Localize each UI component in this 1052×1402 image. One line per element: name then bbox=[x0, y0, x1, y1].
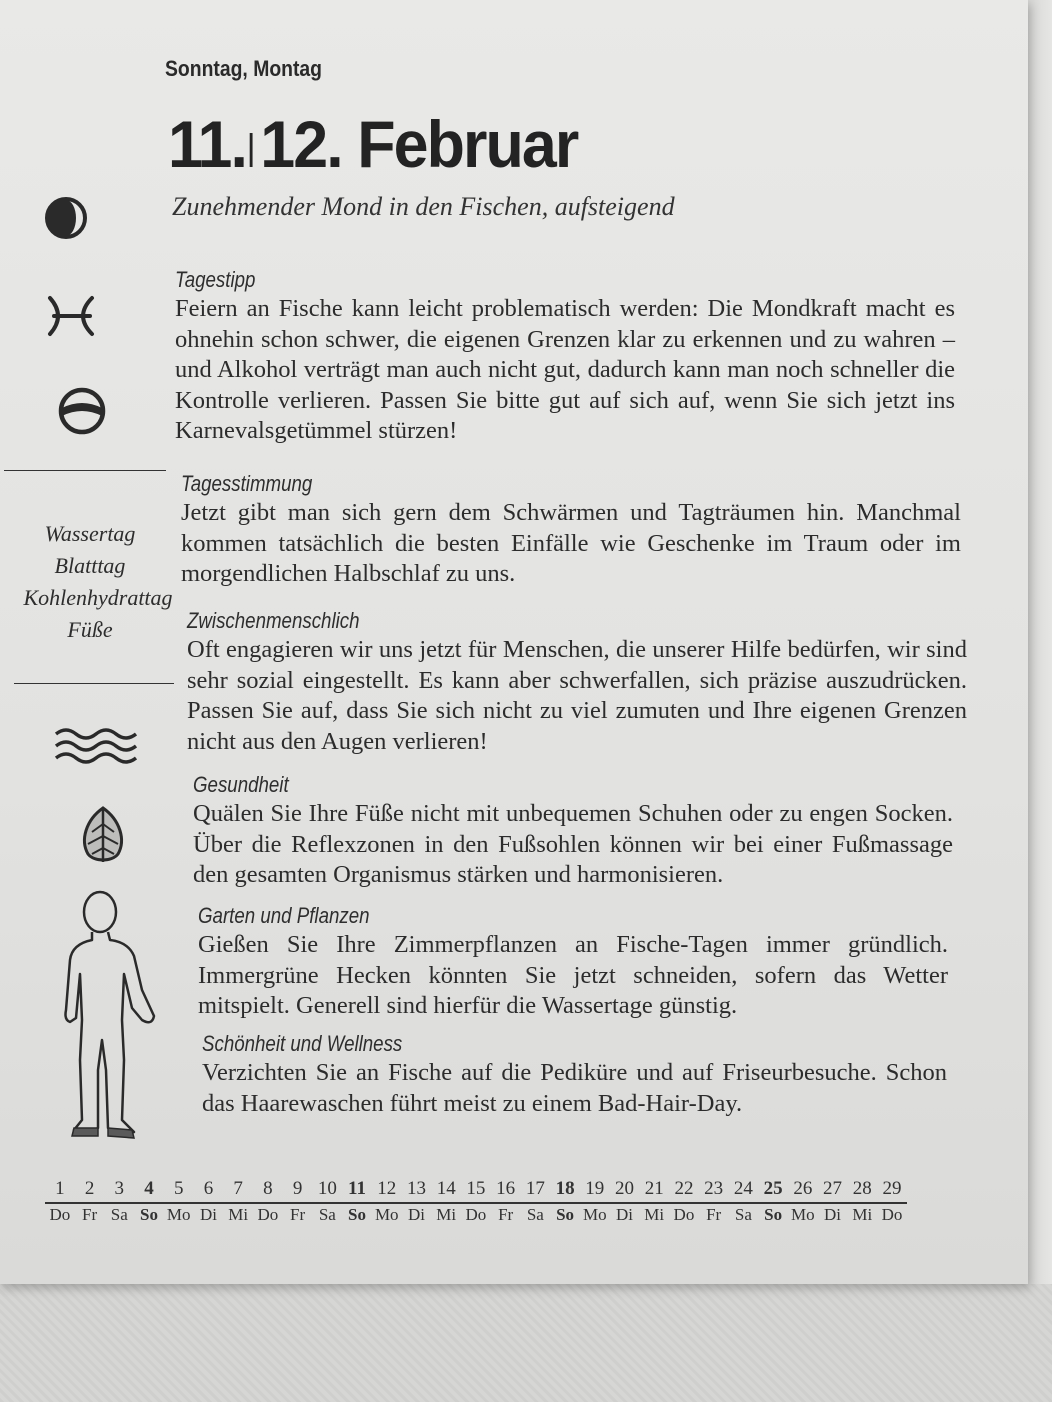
calendar-day-number: 8 bbox=[263, 1178, 273, 1199]
calendar-day-number: 19 bbox=[585, 1178, 605, 1199]
calendar-weekday: Mi bbox=[436, 1205, 457, 1224]
section-text: Oft engagieren wir uns jetzt für Menschen, die unserer Hilfe bedürfen, wir sind sehr sozial eingestellt. Es kann aber schwerfallen, sich präzise auszudrücken. Passen Sie auf, dass Sie sich nicht zu viel zumuten und Ihre eigenen Grenzen nicht aus den Augen verlieren! bbox=[187, 636, 967, 755]
ascending-moon-icon bbox=[55, 386, 109, 436]
calendar-weekday: Fr bbox=[290, 1205, 306, 1224]
section-heading: Tagestipp bbox=[175, 267, 256, 292]
calendar-day-number: 3 bbox=[114, 1178, 125, 1199]
calendar-weekday: Di bbox=[616, 1205, 633, 1224]
calendar-day-number: 13 bbox=[406, 1178, 426, 1199]
section-text: Gießen Sie Ihre Zimmerpflanzen an Fische-Tagen immer gründlich. Immergrüne Hecken könnten Sie jetzt schneiden, sofern das Wetter mitspielt. Generell sind hierfür die Wassertage günstig. bbox=[198, 931, 948, 1019]
calendar-weekday: Mo bbox=[791, 1205, 815, 1224]
calendar-weekday: So bbox=[348, 1205, 367, 1224]
calendar-weekday: Mo bbox=[374, 1205, 399, 1224]
leaf-icon bbox=[78, 806, 128, 864]
waxing-moon-icon bbox=[42, 194, 90, 242]
section-interpersonal bbox=[187, 607, 967, 757]
calendar-day-number: 27 bbox=[823, 1178, 843, 1199]
calendar-day-number: 28 bbox=[852, 1178, 872, 1199]
calendar-weekday: Mi bbox=[852, 1205, 873, 1224]
section-text: Jetzt gibt man sich gern dem Schwärmen und Tagträumen hin. Manchmal kommen tatsächlich die besten Einfälle wie Geschenke im Traum oder im morgendlichen Halbschlaf zu uns. bbox=[181, 499, 961, 587]
human-body-feet-icon bbox=[62, 890, 164, 1144]
calendar-day-number: 4 bbox=[144, 1178, 154, 1199]
calendar-weekday: Sa bbox=[110, 1205, 128, 1224]
water-waves-icon bbox=[54, 724, 140, 768]
section-health bbox=[193, 771, 973, 891]
calendar-day-number: 25 bbox=[763, 1178, 783, 1199]
calendar-weekday: Do bbox=[49, 1205, 71, 1224]
calendar-day-number: 14 bbox=[436, 1178, 456, 1199]
calendar-weekday: Do bbox=[257, 1205, 279, 1224]
calendar-day-number: 26 bbox=[793, 1178, 813, 1199]
calendar-weekday: Do bbox=[673, 1205, 695, 1224]
calendar-weekday: Mi bbox=[228, 1205, 249, 1224]
calendar-day-number: 22 bbox=[674, 1178, 694, 1199]
calendar-weekday: Do bbox=[465, 1205, 487, 1224]
calendar-weekday: Fr bbox=[82, 1205, 98, 1224]
date-separator bbox=[250, 133, 253, 167]
calendar-day-number: 12 bbox=[377, 1178, 397, 1199]
calendar-day-number: 24 bbox=[733, 1178, 753, 1199]
month-calendar-strip bbox=[45, 1178, 907, 1225]
section-text: Verzichten Sie an Fische auf die Pediküre und auf Friseurbesuche. Schon das Haarewaschen führt meist zu einem Bad-Hair-Day. bbox=[202, 1059, 947, 1117]
calendar-day-number: 16 bbox=[496, 1178, 516, 1199]
section-text: Quälen Sie Ihre Füße nicht mit unbequemen Schuhen oder zu engen Socken. Über die Reflexzonen in den Fußsohlen können wir bei einer Fußmassage den gesamten Organismus stärken und harmonisieren. bbox=[193, 800, 953, 888]
sidebar-divider-top bbox=[4, 470, 166, 471]
calendar-day-number: 23 bbox=[704, 1178, 724, 1199]
calendar-day-number: 7 bbox=[233, 1178, 243, 1199]
calendar-day-number: 2 bbox=[84, 1178, 95, 1199]
tag-body-part: Füße bbox=[67, 617, 113, 642]
section-heading: Zwischenmenschlich bbox=[187, 608, 360, 633]
calendar-day-number: 10 bbox=[317, 1178, 337, 1199]
tag-water-day: Wassertag bbox=[44, 521, 136, 546]
calendar-weekday: Di bbox=[199, 1205, 217, 1224]
weekday-heading: Sonntag, Montag bbox=[165, 56, 323, 81]
date-title bbox=[168, 106, 577, 182]
calendar-weekday: Sa bbox=[734, 1205, 752, 1224]
tag-carb-day: Kohlenhydrattag bbox=[23, 585, 173, 610]
calendar-weekday: So bbox=[764, 1205, 783, 1224]
calendar-day-number: 11 bbox=[348, 1178, 366, 1199]
section-heading: Schönheit und Wellness bbox=[202, 1031, 403, 1056]
calendar-divider-line bbox=[45, 1202, 907, 1204]
date-first: 11. bbox=[168, 107, 247, 181]
calendar-weekdays bbox=[45, 1205, 907, 1225]
calendar-weekday: Di bbox=[824, 1205, 842, 1224]
sidebar-day-tags bbox=[0, 518, 180, 646]
pisces-icon bbox=[44, 294, 98, 338]
date-second: 12. Februar bbox=[260, 107, 578, 181]
calendar-day-number: 21 bbox=[644, 1178, 664, 1199]
calendar-day-number: 20 bbox=[615, 1178, 634, 1199]
calendar-day-number: 15 bbox=[466, 1178, 486, 1199]
calendar-day-number: 1 bbox=[55, 1178, 65, 1199]
calendar-weekday: So bbox=[140, 1205, 158, 1224]
calendar-day-number: 17 bbox=[525, 1178, 545, 1199]
calendar-weekday: Mo bbox=[166, 1205, 191, 1224]
section-beauty-wellness bbox=[202, 1030, 982, 1119]
wall-background-bottom bbox=[0, 1284, 1052, 1402]
calendar-weekday: Fr bbox=[706, 1205, 722, 1224]
section-garden-plants bbox=[198, 902, 978, 1022]
calendar-day-number: 29 bbox=[882, 1178, 902, 1199]
section-heading: Garten und Pflanzen bbox=[198, 903, 370, 928]
sidebar-divider-bottom bbox=[14, 683, 174, 684]
section-text: Feiern an Fische kann leicht problematisch werden: Die Mondkraft macht es ohnehin schon schwer, die eigenen Grenzen klar zu erkennen und zu wahren – und Alkohol verträgt man auch nicht gut, dadurch kann man noch schneller die Kontrolle verlieren. Passen Sie bitte gut auf sich auf, wenn Sie sich jetzt ins Karnevalsgetümmel stürzen! bbox=[175, 295, 955, 444]
calendar-day-number: 9 bbox=[292, 1178, 303, 1199]
section-heading: Gesundheit bbox=[193, 772, 289, 797]
calendar-day-number: 6 bbox=[203, 1178, 214, 1199]
calendar-weekday: Mo bbox=[582, 1205, 607, 1224]
calendar-weekday: Do bbox=[881, 1205, 903, 1224]
section-heading: Tagesstimmung bbox=[181, 471, 313, 496]
calendar-weekday: Di bbox=[407, 1205, 425, 1224]
calendar-weekday: Sa bbox=[526, 1205, 544, 1224]
calendar-weekday: Fr bbox=[498, 1205, 514, 1224]
calendar-day-numbers bbox=[45, 1178, 907, 1200]
calendar-weekday: So bbox=[556, 1205, 575, 1224]
calendar-day-number: 18 bbox=[555, 1178, 575, 1199]
calendar-weekday: Mi bbox=[644, 1205, 665, 1224]
section-daily-tip bbox=[175, 266, 955, 447]
moon-phase-text: Zunehmender Mond in den Fischen, aufsteigend bbox=[172, 192, 675, 221]
calendar-day-number: 5 bbox=[173, 1178, 184, 1199]
calendar-weekday: Sa bbox=[318, 1205, 336, 1224]
section-daily-mood bbox=[181, 470, 961, 590]
tag-leaf-day: Blatttag bbox=[54, 553, 126, 578]
